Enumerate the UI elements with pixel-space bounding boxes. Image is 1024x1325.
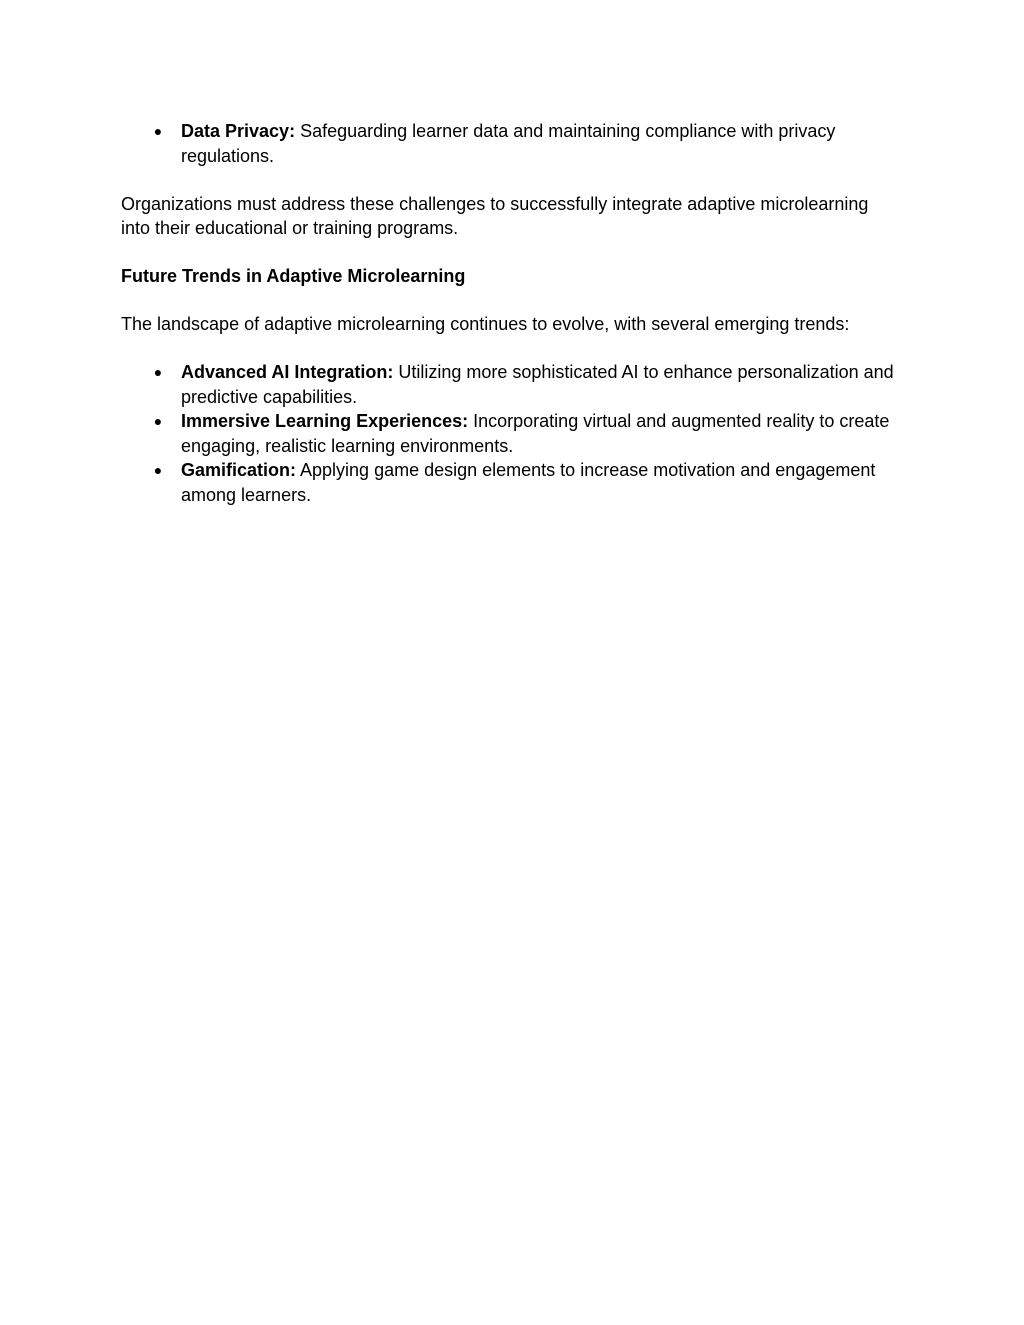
bullet-icon: ●: [153, 364, 163, 380]
bullet-icon: ●: [153, 123, 163, 139]
section-heading: Future Trends in Adaptive Microlearning: [121, 266, 466, 286]
list-item-term: Advanced AI Integration:: [181, 362, 394, 382]
document-page: [121, 119, 896, 507]
list-item-term: Immersive Learning Experiences:: [181, 411, 469, 431]
spacer: [121, 168, 896, 192]
spacer: [121, 241, 896, 265]
spacer: [121, 289, 896, 313]
list-item-term: Data Privacy:: [181, 121, 296, 141]
list-item-text: Utilizing more sophisticated AI to enhance personalization and predictive capabilities.: [181, 362, 894, 407]
list-item-text: Safeguarding learner data and maintaining compliance with privacy regulations.: [181, 121, 836, 166]
bullet-icon: ●: [153, 413, 163, 429]
challenges-list: [121, 119, 896, 168]
list-item-text: Incorporating virtual and augmented reality to create engaging, realistic learning environments.: [181, 411, 890, 456]
list-item: [121, 119, 896, 168]
list-item-text: Applying game design elements to increase motivation and engagement among learners.: [181, 460, 876, 505]
list-item-term: Gamification:: [181, 460, 297, 480]
paragraph: The landscape of adaptive microlearning continues to evolve, with several emerging trends:: [121, 314, 850, 334]
paragraph: Organizations must address these challenges to successfully integrate adaptive microlearning into their educational or training programs.: [121, 193, 869, 238]
list-item: [121, 458, 896, 507]
trends-list: [121, 360, 896, 507]
bullet-icon: ●: [153, 462, 163, 478]
list-item: [121, 409, 896, 458]
list-item: [121, 360, 896, 409]
spacer: [121, 337, 896, 361]
